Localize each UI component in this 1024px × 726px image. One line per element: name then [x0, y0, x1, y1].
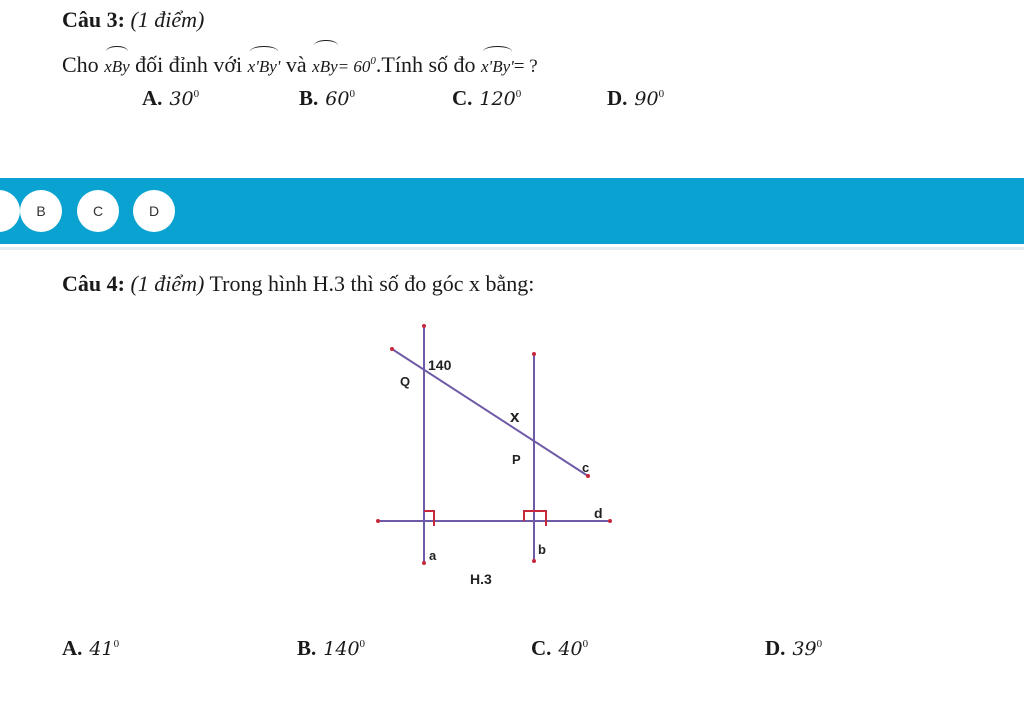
- line-c: [392, 349, 588, 476]
- q4-title: [62, 270, 534, 298]
- q3-option-b[interactable]: B. $60^0$: [299, 86, 355, 110]
- q4-title-points: (1 điểm): [130, 271, 205, 296]
- q3-stem-cho: Cho: [62, 52, 99, 77]
- q3-title: [62, 6, 204, 34]
- angle-x1By1: x'By': [248, 53, 281, 81]
- q3-stem: [62, 47, 538, 81]
- band-divider: [0, 247, 1024, 250]
- angle-xBy: xBy: [104, 53, 129, 81]
- q3-stem-text4: = ?: [513, 56, 538, 77]
- q3-title-points: (1 điểm): [130, 7, 205, 32]
- right-angle-marks: [424, 511, 546, 526]
- q3-stem-text1: đối đỉnh với: [135, 52, 243, 77]
- angle-x1By1-ask: x'By': [481, 53, 514, 81]
- q4-title-bold: Câu 4:: [62, 271, 125, 296]
- q4-option-d[interactable]: D. $39^0$: [765, 636, 823, 660]
- answer-button-c[interactable]: C: [77, 190, 119, 232]
- label-b: b: [538, 542, 546, 557]
- label-P: P: [512, 452, 521, 467]
- q4-option-c[interactable]: C. $40^0$: [531, 636, 589, 660]
- figure-caption: H.3: [470, 571, 492, 587]
- label-140: 140: [428, 357, 452, 373]
- label-x: x: [510, 407, 520, 426]
- q3-stem-text2: và: [285, 52, 307, 77]
- label-c: c: [582, 460, 590, 475]
- q3-option-c[interactable]: C. $120^0$: [452, 86, 522, 110]
- angle-xBy-eq: $xBy= 60^0$: [312, 47, 376, 81]
- q3-option-a[interactable]: A. $30^0$: [142, 86, 200, 110]
- answer-button-d[interactable]: D: [133, 190, 175, 232]
- label-Q: Q: [400, 374, 411, 389]
- figure-h3: [360, 318, 630, 590]
- answer-band: [0, 178, 1024, 244]
- q4-option-a[interactable]: A. $41^0$: [62, 636, 120, 660]
- q3-option-d[interactable]: D. $90^0$: [607, 86, 665, 110]
- answer-button-partial[interactable]: [0, 190, 20, 232]
- label-a: a: [429, 548, 437, 563]
- label-d: d: [594, 505, 603, 521]
- answer-button-b[interactable]: B: [20, 190, 62, 232]
- endpoint-dots: [376, 324, 612, 565]
- q4-stem: Trong hình H.3 thì số đo góc x bằng:: [209, 271, 535, 296]
- q3-title-bold: Câu 3:: [62, 7, 125, 32]
- q4-option-b[interactable]: B. $140^0$: [297, 636, 366, 660]
- q3-stem-text3: .Tính số đo: [375, 52, 476, 77]
